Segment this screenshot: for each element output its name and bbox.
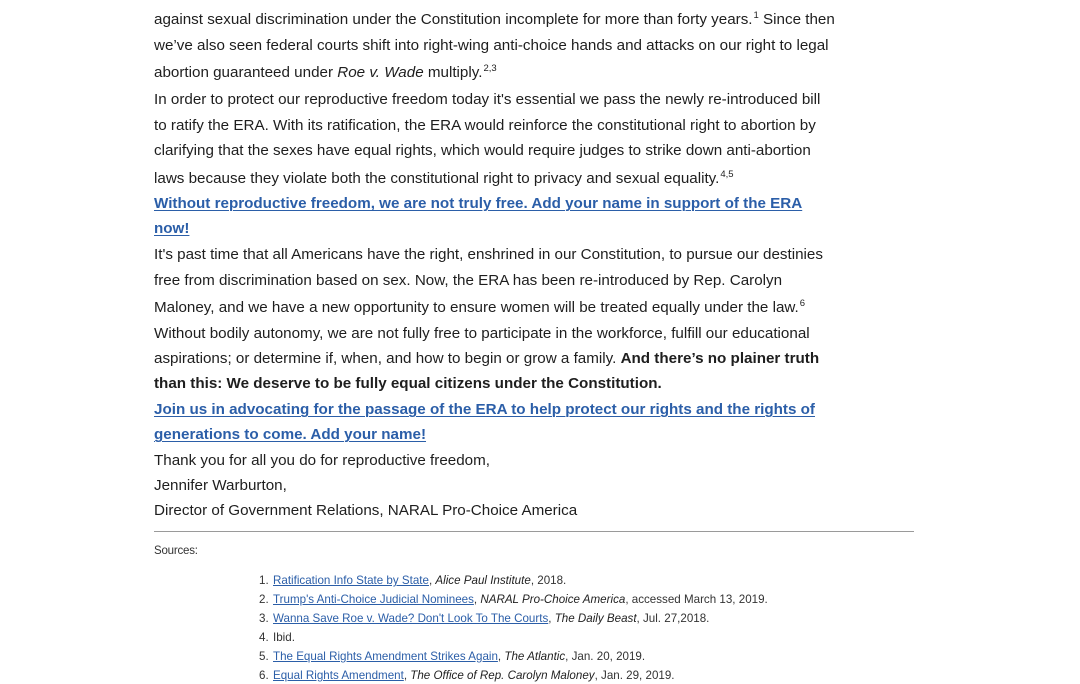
footnote-ref[interactable]: 6	[799, 298, 806, 309]
body-text: abortion guaranteed under	[154, 64, 338, 81]
source-link[interactable]: Ratification Info State by State	[273, 574, 429, 587]
emphasis-text: And there’s no plainer truth	[620, 350, 820, 367]
body-line-11: Without bodily autonomy, we are not fully free to participate in the workforce, fulfill our educational	[154, 325, 810, 342]
cta-link-2[interactable]: Join us in advocating for the passage of the ERA to help protect our rights and the rights of	[154, 401, 815, 418]
sources-label: Sources:	[154, 545, 198, 557]
source-item: 5. The Equal Rights Amendment Strikes Again, The Atlantic, Jan. 20, 2019.	[259, 650, 646, 663]
body-line-6: clarifying that the sexes have equal rights, which would require judges to strike down anti-abortion	[154, 142, 811, 159]
signer-name: Jennifer Warburton,	[154, 477, 287, 494]
body-line-2: we’ve also seen federal courts shift into right-wing anti-choice hands and attacks on our right to legal	[154, 37, 829, 54]
body-text: multiply.	[423, 64, 483, 81]
footnote-ref[interactable]: 4,5	[720, 169, 734, 180]
cta-link-2-cont[interactable]: generations to come. Add your name!	[154, 426, 427, 443]
body-text: against sexual discrimination under the Constitution incomplete for more than forty years.	[154, 11, 753, 28]
source-item: 2. Trump's Anti-Choice Judicial Nominees, NARAL Pro-Choice America, accessed March 13, 2019.	[259, 593, 768, 606]
source-item: 6. Equal Rights Amendment, The Office of Rep. Carolyn Maloney, Jan. 29, 2019.	[259, 669, 675, 682]
source-item: 4. Ibid.	[259, 631, 295, 644]
body-line-8: It's past time that all Americans have the right, enshrined in our Constitution, to pursue our destinies	[154, 246, 823, 263]
body-line-9: free from discrimination based on sex. Now, the ERA has been re-introduced by Rep. Carolyn	[154, 272, 783, 289]
footnote-ref[interactable]: 2,3	[483, 63, 497, 74]
body-line-10	[154, 298, 805, 320]
body-line-5: to ratify the ERA. With its ratification, the ERA would reinforce the constitutional right to abortion by	[154, 117, 816, 134]
signer-title: Director of Government Relations, NARAL Pro-Choice America	[154, 502, 578, 519]
cta-link-1-cont[interactable]: now!	[154, 220, 190, 237]
source-link[interactable]: Equal Rights Amendment	[273, 669, 404, 682]
body-text: aspirations; or determine if, when, and how to begin or grow a family.	[154, 350, 621, 367]
signoff: Thank you for all you do for reproductive freedom,	[154, 452, 490, 469]
cta-link-1[interactable]: Without reproductive freedom, we are not truly free. Add your name in support of the ERA	[154, 195, 803, 212]
body-line-3	[154, 63, 497, 85]
body-text: Since then	[758, 11, 835, 28]
divider	[154, 531, 914, 532]
body-text: Maloney, and we have a new opportunity to ensure women will be treated equally under the law.	[154, 299, 799, 316]
body-line-7	[154, 169, 734, 191]
source-item: 3. Wanna Save Roe v. Wade? Don't Look To The Courts, The Daily Beast, Jul. 27,2018.	[259, 612, 710, 625]
footnote-ref[interactable]: 1	[753, 10, 759, 21]
body-line-4: In order to protect our reproductive freedom today it's essential we pass the newly re-introduced bill	[154, 91, 821, 108]
source-link[interactable]: Trump's Anti-Choice Judicial Nominees	[273, 593, 474, 606]
source-link[interactable]: Wanna Save Roe v. Wade? Don't Look To The Courts	[273, 612, 549, 625]
body-text: laws because they violate both the constitutional right to privacy and sexual equality.	[154, 170, 720, 187]
body-line-1	[154, 10, 835, 32]
source-link[interactable]: The Equal Rights Amendment Strikes Again	[273, 650, 498, 663]
case-name: Roe v. Wade	[337, 64, 424, 81]
source-item: 1. Ratification Info State by State, Alice Paul Institute, 2018.	[259, 574, 567, 587]
body-line-13: than this: We deserve to be fully equal citizens under the Constitution.	[154, 375, 662, 392]
body-line-12	[154, 349, 819, 369]
